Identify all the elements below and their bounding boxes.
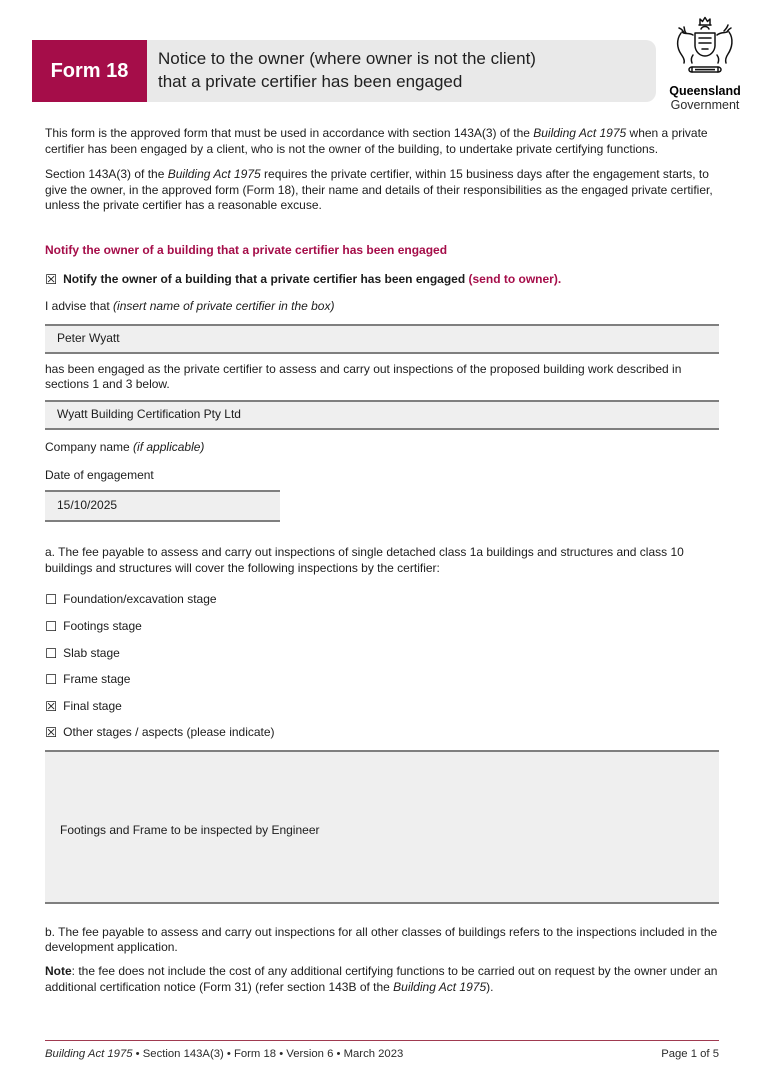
stage-label: Other stages / aspects (please indicate): [63, 725, 275, 740]
other-stages-value: Footings and Frame to be inspected by Engineer: [60, 822, 320, 837]
intro-paragraph-1: This form is the approved form that must be used in accordance with section 143A(3) of the Building Act 1975 when a private certifier has been engaged by a client, who is not the owner of the building, to undertake private certifying functions.: [45, 126, 708, 156]
checkbox-unchecked-icon[interactable]: ☐: [45, 592, 58, 608]
date-of-engagement-field[interactable]: 15/10/2025: [45, 490, 280, 522]
logo-text-queensland: Queensland: [669, 84, 741, 98]
footer-act-italic: Building Act 1975: [45, 1048, 133, 1060]
stage-checkbox-final[interactable]: [45, 697, 719, 715]
section-a-text: a. The fee payable to assess and carry out inspections of single detached class 1a buildings and structures and class 10 buildings and structures will cover the following inspections by the certifier:: [45, 545, 684, 575]
advise-line: I advise that (insert name of private certifier in the box): [45, 299, 335, 314]
act-title-italic: Building Act 1975: [167, 167, 261, 182]
advise-hint-italic: (insert name of private certifier in the box): [113, 299, 335, 314]
note-paragraph: Note: the fee does not include the cost of any additional certifying functions to be carried out on request by the owner under an additional certification notice (Form 31) (refer section 143B of the Building Act 1975).: [45, 964, 718, 994]
engaged-statement: has been engaged as the private certifier to assess and carry out inspections of the proposed building work described in sections 1 and 3 below.: [45, 361, 682, 392]
act-title-italic: Building Act 1975: [533, 126, 627, 140]
company-name-label: Company name (if applicable): [45, 439, 205, 454]
notify-section-heading: Notify the owner of a building that a private certifier has been engaged: [45, 242, 448, 257]
checkbox-checked-icon[interactable]: ☒: [45, 725, 58, 741]
stage-checkbox-frame[interactable]: [45, 670, 719, 688]
certifier-name-field[interactable]: Peter Wyatt: [45, 324, 719, 354]
stage-label: Final stage: [63, 698, 122, 713]
stage-checkbox-footings[interactable]: [45, 617, 719, 635]
stage-checkbox-other[interactable]: [45, 723, 719, 741]
form-number-badge: Form 18: [32, 40, 147, 102]
page-title-line1: Notice to the owner (where owner is not the client): [158, 49, 536, 69]
stage-label: Footings stage: [63, 618, 142, 633]
stage-label: Foundation/excavation stage: [63, 592, 217, 607]
stage-checkbox-foundation[interactable]: [45, 590, 719, 608]
checkbox-unchecked-icon[interactable]: ☐: [45, 672, 58, 688]
notify-owner-checkbox-label: Notify the owner of a building that a private certifier has been engaged: [63, 271, 469, 286]
page-title-line2: that a private certifier has been engaged: [158, 72, 463, 91]
page-title: [147, 40, 656, 102]
company-name-field[interactable]: Wyatt Building Certification Pty Ltd: [45, 400, 719, 430]
footer-meta: Building Act 1975 • Section 143A(3) • Form 18 • Version 6 • March 2023: [45, 1048, 404, 1060]
date-of-engagement-label: Date of engagement: [45, 467, 154, 482]
checkbox-checked-icon[interactable]: ☒: [45, 271, 58, 287]
act-title-italic: Building Act 1975: [393, 979, 487, 994]
note-bold: Note: [45, 964, 72, 979]
checkbox-checked-icon[interactable]: ☒: [45, 698, 58, 714]
checkbox-unchecked-icon[interactable]: ☐: [45, 618, 58, 634]
intro-paragraph-2: Section 143A(3) of the Building Act 1975 requires the private certifier, within 15 business days after the engagement starts, to give the owner, in the approved form (Form 18), their name and details of their responsibilities as the engaged private certifier, unless the private certifier has a reasonable excuse.: [45, 167, 713, 213]
footer-page-number: Page 1 of 5: [661, 1048, 719, 1060]
other-stages-textarea[interactable]: [45, 750, 719, 904]
footer-rule: [45, 1040, 719, 1041]
checkbox-unchecked-icon[interactable]: ☐: [45, 645, 58, 661]
stage-checkbox-slab[interactable]: [45, 644, 719, 662]
section-b-text: b. The fee payable to assess and carry out inspections for all other classes of buildings refers to the inspections included in the development application.: [45, 924, 718, 955]
page-header: [32, 40, 656, 102]
if-applicable-italic: (if applicable): [133, 439, 205, 454]
queensland-government-logo: [650, 12, 760, 113]
form-body: [45, 126, 719, 995]
logo-text-government: Government: [670, 98, 740, 113]
coat-of-arms-icon: [666, 12, 744, 84]
stage-label: Frame stage: [63, 672, 131, 687]
send-to-owner-note: (send to owner).: [468, 271, 562, 286]
page-footer: [45, 1048, 719, 1060]
stage-label: Slab stage: [63, 645, 120, 660]
notify-owner-checkbox-row[interactable]: [45, 270, 719, 288]
